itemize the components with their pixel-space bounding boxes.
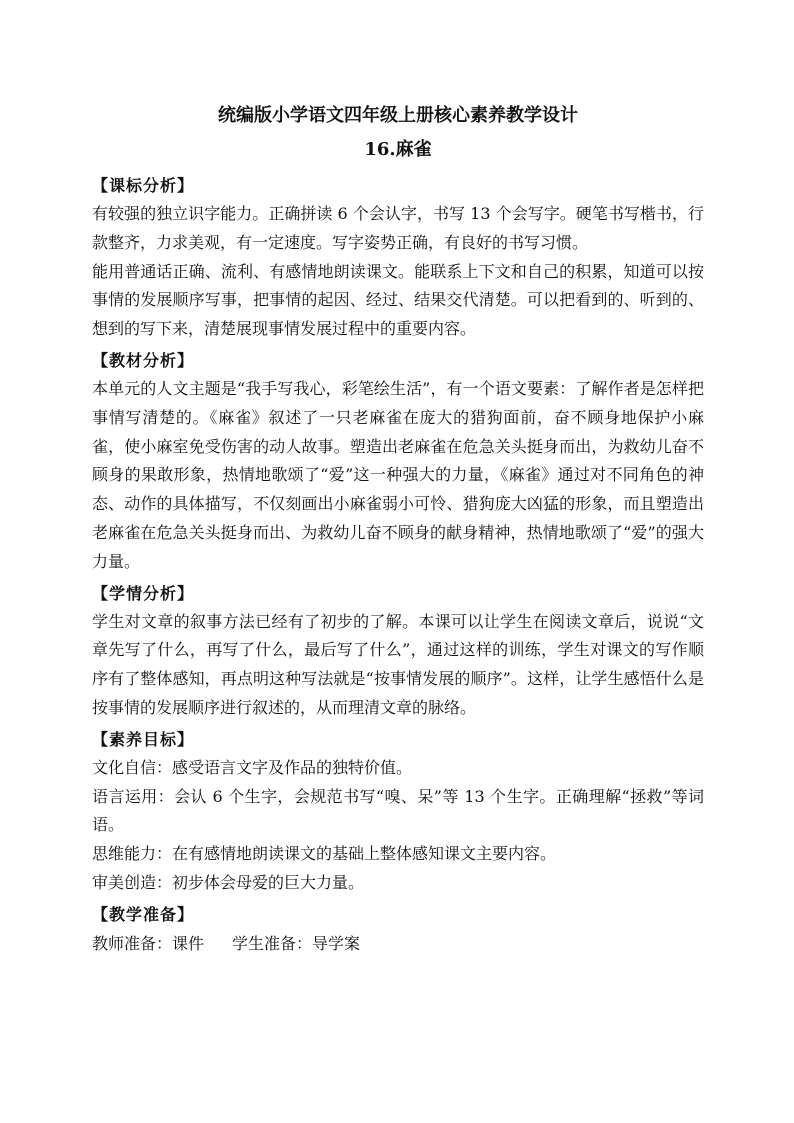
lesson-title: 16.麻雀 — [364, 139, 432, 160]
section-heading: 【学情分析】 — [92, 583, 195, 603]
section-paragraph: 有较强的独立识字能力。正确拼读 6 个会认字，书写 13 个会写字。硬笔书写楷书，行款整齐，力求美观，有一定速度。写字姿势正确，有良好的书写习惯。 — [92, 204, 704, 252]
section-textbook-analysis — [92, 347, 704, 577]
teacher-preparation: 教师准备：课件 — [92, 933, 205, 953]
student-preparation: 学生准备：导学案 — [232, 933, 361, 953]
section-paragraph: 本单元的人文主题是“我手写我心，彩笔绘生活”，有一个语文要素：了解作者是怎样把事情写清楚的。《麻雀》叙述了一只老麻雀在庞大的猎狗面前，奋不顾身地保护小麻雀，使小麻室免受伤害的动人故事。塑造出老麻雀在危急关头挺身而出，为救幼儿奋不顾身的果敢形象，热情地歌颂了“爱”这一种强大的力量，《麻雀》通过对不同角色的神态、动作的具体描写，不仅刻画出小麻雀弱小可怜、猎狗庞大凶猛的形象，而且塑造出老麻雀在危急关头挺身而出、为救幼儿奋不顾身的献身精神，热情地歌颂了“爱”的强大力量。 — [92, 378, 704, 571]
goal-cultural-confidence: 文化自信：感受语言文字及作品的独特价值。 — [92, 757, 413, 777]
section-teaching-preparation — [92, 901, 704, 959]
goal-language-use: 语言运用：会认 6 个生字，会规范书写“嗅、呆”等 13 个生字。正确理解“拯救”等词语。 — [92, 786, 704, 835]
section-paragraph: 能用普通话正确、流利、有感情地朗读课文。能联系上下文和自己的积累，知道可以按事情的发展顺序写事，把事情的起因、经过、结果交代清楚。可以把看到的、听到的、想到的写下来，清楚展现事情发展过程中的重要内容。 — [92, 261, 704, 339]
section-learner-analysis — [92, 580, 704, 723]
goal-thinking-ability: 思维能力：在有感情地朗读课文的基础上整体感知课文主要内容。 — [92, 844, 557, 864]
section-curriculum-analysis — [92, 172, 704, 344]
preparation-line — [92, 929, 704, 959]
section-heading: 【课标分析】 — [92, 176, 195, 195]
section-heading: 【素养目标】 — [92, 729, 195, 749]
section-paragraph: 学生对文章的叙事方法已经有了初步的了解。本课可以让学生在阅读文章后，说说“文章先写了什么，再写了什么，最后写了什么”，通过这样的训练，学生对课文的写作顺序有了整体感知，再点明这种写法就是“按事情发展的顺序”。这样，让学生感悟什么是按事情的发展顺序进行叙述的，从而理清文章的脉络。 — [92, 611, 704, 717]
section-heading: 【教学准备】 — [92, 904, 195, 924]
document-page — [92, 100, 704, 962]
section-heading: 【教材分析】 — [92, 350, 195, 370]
document-title: 统编版小学语文四年级上册核心素养教学设计 — [218, 105, 578, 126]
goal-aesthetic-creation: 审美创造：初步体会母爱的巨大力量。 — [92, 872, 365, 892]
section-literacy-goals — [92, 726, 704, 898]
